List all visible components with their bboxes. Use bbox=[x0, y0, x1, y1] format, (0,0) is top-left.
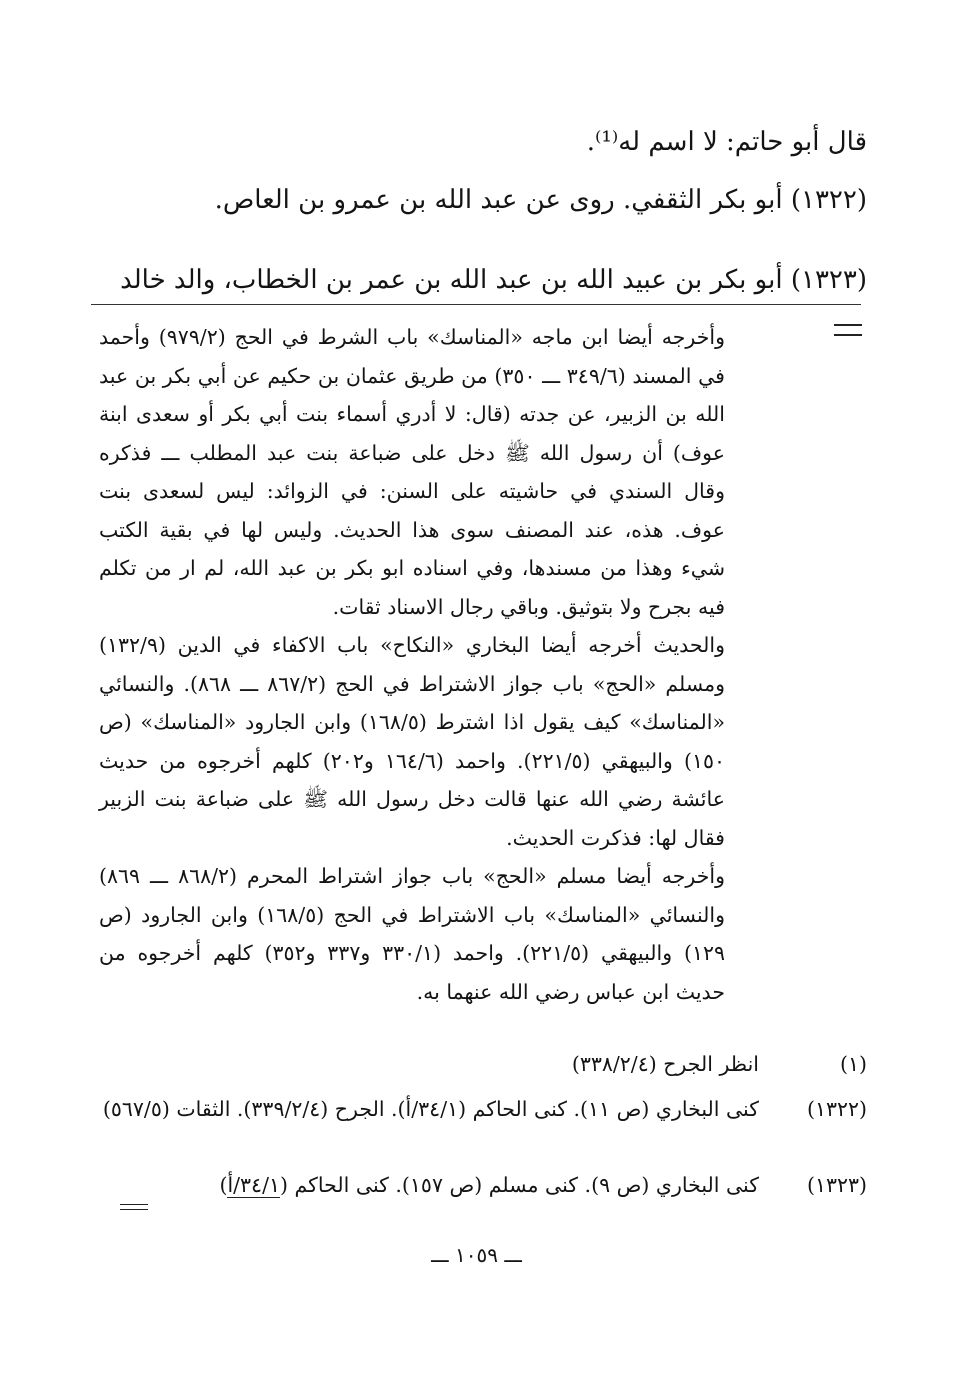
entry-1323: (١٣٢٣) أبو بكر بن عبيد الله بن عبد الله بن عمر بن الخطاب، والد خالد bbox=[120, 265, 867, 295]
note-1 bbox=[87, 1045, 867, 1084]
entry-1322: (١٣٢٢) أبو بكر الثقفي. روى عن عبد الله بن عمرو بن العاص. bbox=[214, 185, 867, 215]
note-number: (١٣٢٣) bbox=[806, 1173, 867, 1197]
note-text-underlined: ٣٤/١/أ bbox=[227, 1173, 280, 1197]
continuation-double-line bbox=[120, 1204, 148, 1210]
note-text: كنى البخاري (ص ١١). كنى الحاكم (٣٤/١/أ). الجرح (٣٣٩/٢/٤). الثقات (٥٦٧/٥) bbox=[102, 1097, 759, 1121]
footnote-paragraph: وأخرجه أيضا مسلم «الحج» باب جواز اشتراط المحرم (٨٦٨/٢ ـــ ٨٦٩) والنسائي «المناسك» باب الاشتراط في الحج (١٦٨/٥) وابن الجارود (ص ١٢٩) والبيهقي (٢٢١/٥). واحمد (٣٣٠/١ و٣٣٧ و٣٥٢) كلهم أخرجوه من حديث ابن عباس رضي الله عنهما به. bbox=[99, 864, 725, 1004]
footnote-continuation bbox=[99, 318, 759, 1011]
note-text-end: ) bbox=[219, 1173, 228, 1197]
page-number: ـــ ١٠٥٩ ـــ bbox=[431, 1243, 522, 1267]
footnote-divider bbox=[91, 304, 861, 305]
footnote-paragraph: وأخرجه أيضا ابن ماجه «المناسك» باب الشرط في الحج (٩٧٩/٢) وأحمد في المسند (٣٤٩/٦ ـــ ٣٥٠) من طريق عثمان بن حكيم عن أبي بكر بن عبد الله بن الزبير، عن جدته (قال: لا أدري أسماء بنت أبي بكر أو سعدى ابنة عوف) أن رسول الله ﷺ دخل على ضباعة بنت عبد المطلب ـــ فذكره وقال السندي في حاشيته على السنن: في الزوائد: ليس لسعدى بنت عوف. هذه، عند المصنف سوى هذا الحديث. وليس لها في بقية الكتب شيء وهذا من مسندها، وفي اسناده ابو بكر بن عبد الله، لم ار من تكلم فيه بجرح ولا بتوثيق. وباقي رجال الاسناد ثقات. bbox=[99, 325, 725, 619]
note-text-main: كنى البخاري (ص ٩). كنى مسلم (ص ١٥٧). كنى الحاكم ( bbox=[280, 1173, 759, 1197]
note-text bbox=[87, 1166, 759, 1205]
note-text: انظر الجرح (٣٣٨/٢/٤) bbox=[571, 1052, 759, 1076]
footnote-paragraph: والحديث أخرجه أيضا البخاري «النكاح» باب الاكفاء في الدين (١٣٢/٩) ومسلم «الحج» باب جواز الاشتراط في الحج (٨٦٧/٢ ـــ ٨٦٨). والنسائي «المناسك» كيف يقول اذا اشترط (١٦٨/٥) وابن الجارود «المناسك» (ص ١٥٠) والبيهقي (٢٢١/٥). واحمد (١٦٤/٦ و٢٠٢) كلهم أخرجوه من حديث عائشة رضي الله عنها قالت دخل رسول الله ﷺ على ضباعة بنت الزبير فقال لها: فذكرت الحديث. bbox=[99, 633, 725, 850]
note-number: (١) bbox=[839, 1052, 867, 1076]
main-text-line-1: قال أبو حاتم: لا اسم له⁽¹⁾. bbox=[586, 127, 867, 157]
note-number: (١٣٢٢) bbox=[806, 1097, 867, 1121]
note-1322 bbox=[87, 1090, 867, 1129]
note-1323 bbox=[87, 1166, 867, 1205]
continuation-mark bbox=[834, 324, 862, 336]
